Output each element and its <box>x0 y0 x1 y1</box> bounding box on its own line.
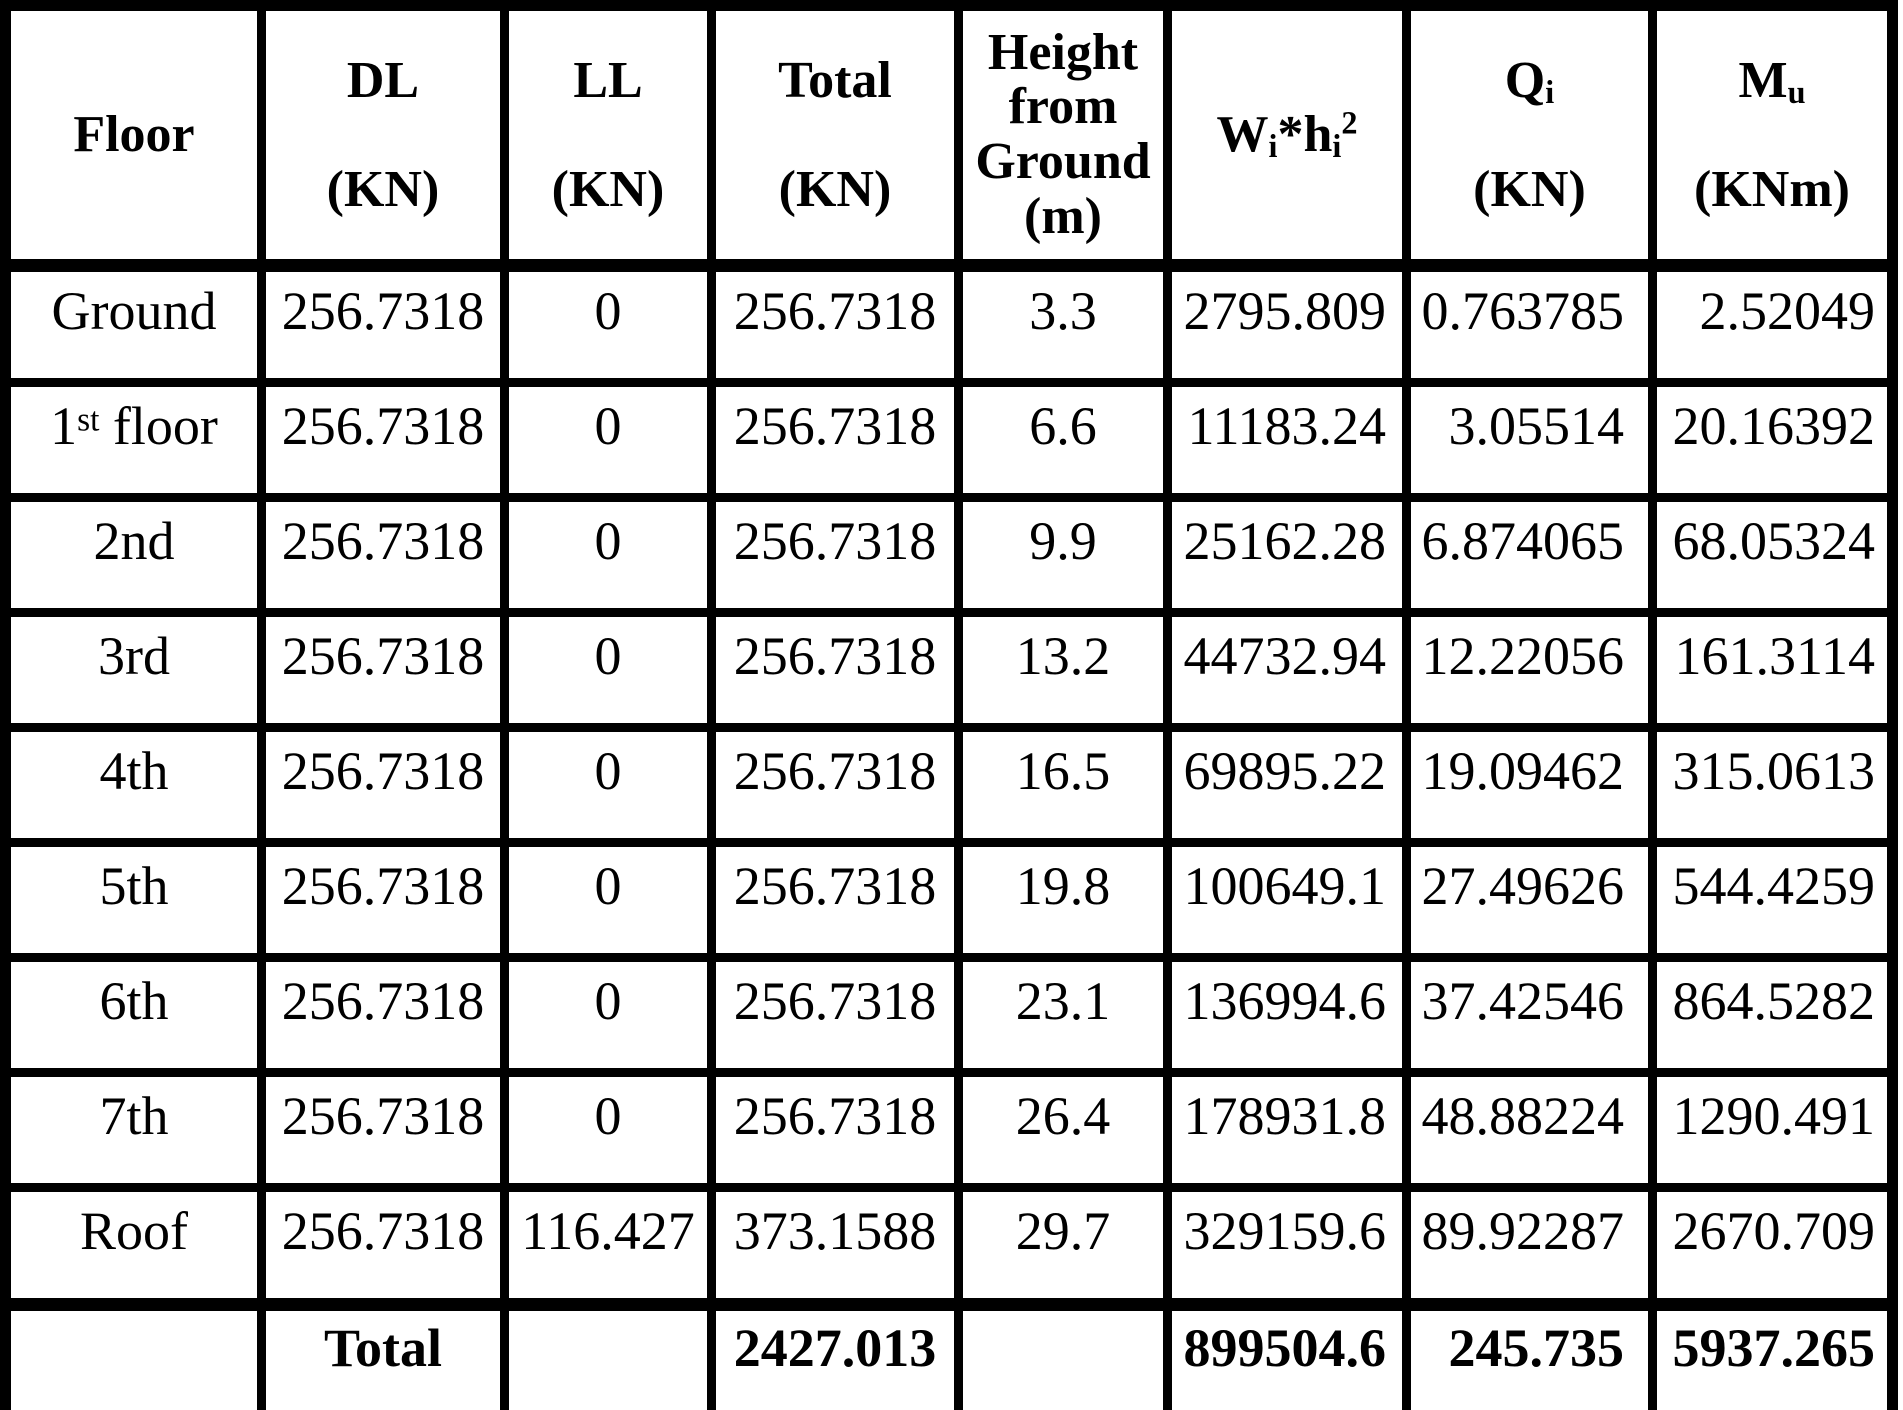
mu-cell: 68.05324 <box>1653 498 1893 613</box>
ll-cell: 0 <box>505 613 712 728</box>
dl-cell: 256.7318 <box>262 1073 505 1188</box>
row-4th <box>6 728 1893 843</box>
floor-cell: 1st floor <box>6 383 262 498</box>
total-row-total-value: 2427.013 <box>712 1305 959 1410</box>
wihi2-cell: 44732.94 <box>1168 613 1407 728</box>
floor-cell: Ground <box>6 266 262 383</box>
mu-cell: 315.0613 <box>1653 728 1893 843</box>
floor-cell: 6th <box>6 958 262 1073</box>
ll-cell: 0 <box>505 843 712 958</box>
wihi2-cell: 136994.6 <box>1168 958 1407 1073</box>
total-row-empty-height <box>959 1305 1168 1410</box>
mu-cell: 2.52049 <box>1653 266 1893 383</box>
wihi2-cell: 25162.28 <box>1168 498 1407 613</box>
floor-header-label: Floor <box>73 106 195 164</box>
row-6th <box>6 958 1893 1073</box>
total-row-wihi2-value: 899504.6 <box>1168 1305 1407 1410</box>
height-cell: 19.8 <box>959 843 1168 958</box>
dl-cell: 256.7318 <box>262 498 505 613</box>
qi-cell: 6.874065 <box>1407 498 1653 613</box>
total-cell: 256.7318 <box>712 383 959 498</box>
row-1st-floor <box>6 383 1893 498</box>
mu-cell: 544.4259 <box>1653 843 1893 958</box>
mu-cell: 864.5282 <box>1653 958 1893 1073</box>
row-total <box>6 1305 1893 1410</box>
qi-cell: 3.05514 <box>1407 383 1653 498</box>
qi-header-unit: (KN) <box>1473 161 1586 218</box>
total-cell: 256.7318 <box>712 958 959 1073</box>
total-row-qi-value: 245.735 <box>1407 1305 1653 1410</box>
qi-header-label: $Q_i$ <box>1504 51 1555 110</box>
row-roof <box>6 1188 1893 1305</box>
dl-cell: 256.7318 <box>262 613 505 728</box>
height-cell: 3.3 <box>959 266 1168 383</box>
row-7th <box>6 1073 1893 1188</box>
col-header-qi <box>1407 6 1653 266</box>
ll-cell: 0 <box>505 1073 712 1188</box>
mu-cell: 20.16392 <box>1653 383 1893 498</box>
mu-header-unit: (KNm) <box>1694 161 1850 218</box>
col-header-dl <box>262 6 505 266</box>
qi-cell: 48.88224 <box>1407 1073 1653 1188</box>
height-cell: 29.7 <box>959 1188 1168 1305</box>
qi-cell: 0.763785 <box>1407 266 1653 383</box>
header-row <box>6 6 1893 266</box>
height-cell: 9.9 <box>959 498 1168 613</box>
dl-cell: 256.7318 <box>262 843 505 958</box>
total-cell: 256.7318 <box>712 498 959 613</box>
ll-cell: 0 <box>505 728 712 843</box>
ll-header-label: LL <box>573 51 643 109</box>
total-cell: 373.1588 <box>712 1188 959 1305</box>
mu-cell: 161.3114 <box>1653 613 1893 728</box>
total-cell: 256.7318 <box>712 728 959 843</box>
col-header-ll <box>505 6 712 266</box>
total-cell: 256.7318 <box>712 843 959 958</box>
height-cell: 26.4 <box>959 1073 1168 1188</box>
ll-cell: 116.427 <box>505 1188 712 1305</box>
wihi2-cell: 100649.1 <box>1168 843 1407 958</box>
floor-cell: 3rd <box>6 613 262 728</box>
floor-cell: 5th <box>6 843 262 958</box>
floor-cell: 2nd <box>6 498 262 613</box>
wihi2-cell: 11183.24 <box>1168 383 1407 498</box>
row-5th <box>6 843 1893 958</box>
mu-cell: 2670.709 <box>1653 1188 1893 1305</box>
total-cell: 256.7318 <box>712 613 959 728</box>
dl-cell: 256.7318 <box>262 1188 505 1305</box>
col-header-wihi2 <box>1168 6 1407 266</box>
dl-cell: 256.7318 <box>262 383 505 498</box>
col-header-height <box>959 6 1168 266</box>
row-ground <box>6 266 1893 383</box>
ll-cell: 0 <box>505 498 712 613</box>
floor-cell: 4th <box>6 728 262 843</box>
height-header-line2: from <box>1008 78 1118 136</box>
total-cell: 256.7318 <box>712 266 959 383</box>
wihi2-formula: $W_i*h_i^2$ <box>1216 104 1358 165</box>
ll-cell: 0 <box>505 266 712 383</box>
mu-header-label: $M_u$ <box>1738 51 1806 110</box>
col-header-total <box>712 6 959 266</box>
wihi2-cell: 178931.8 <box>1168 1073 1407 1188</box>
qi-cell: 19.09462 <box>1407 728 1653 843</box>
total-header-label: Total <box>778 51 892 109</box>
floor-cell: 7th <box>6 1073 262 1188</box>
dl-cell: 256.7318 <box>262 958 505 1073</box>
wihi2-cell: 69895.22 <box>1168 728 1407 843</box>
ll-cell: 0 <box>505 383 712 498</box>
dl-header-unit: (KN) <box>326 161 440 218</box>
row-2nd <box>6 498 1893 613</box>
col-header-floor <box>6 6 262 266</box>
height-header-line3: Ground <box>975 133 1151 190</box>
height-header-unit: (m) <box>1024 187 1102 245</box>
dl-cell: 256.7318 <box>262 728 505 843</box>
qi-cell: 27.49626 <box>1407 843 1653 958</box>
qi-cell: 12.22056 <box>1407 613 1653 728</box>
ll-header-unit: (KN) <box>551 161 665 218</box>
dl-header-label: DL <box>346 51 420 109</box>
col-header-mu <box>1653 6 1893 266</box>
row-3rd <box>6 613 1893 728</box>
qi-cell: 37.42546 <box>1407 958 1653 1073</box>
wihi2-cell: 329159.6 <box>1168 1188 1407 1305</box>
dl-cell: 256.7318 <box>262 266 505 383</box>
height-cell: 13.2 <box>959 613 1168 728</box>
mu-cell: 1290.491 <box>1653 1073 1893 1188</box>
qi-cell: 89.92287 <box>1407 1188 1653 1305</box>
total-row-empty-floor <box>6 1305 262 1410</box>
total-row-label: Total <box>262 1305 505 1410</box>
wihi2-cell: 2795.809 <box>1168 266 1407 383</box>
total-cell: 256.7318 <box>712 1073 959 1188</box>
ll-cell: 0 <box>505 958 712 1073</box>
height-cell: 6.6 <box>959 383 1168 498</box>
floor-cell: Roof <box>6 1188 262 1305</box>
height-cell: 23.1 <box>959 958 1168 1073</box>
total-header-unit: (KN) <box>778 161 892 218</box>
total-row-mu-value: 5937.265 <box>1653 1305 1893 1410</box>
height-header-line1: Height <box>987 23 1139 81</box>
height-cell: 16.5 <box>959 728 1168 843</box>
total-row-empty-ll <box>505 1305 712 1410</box>
